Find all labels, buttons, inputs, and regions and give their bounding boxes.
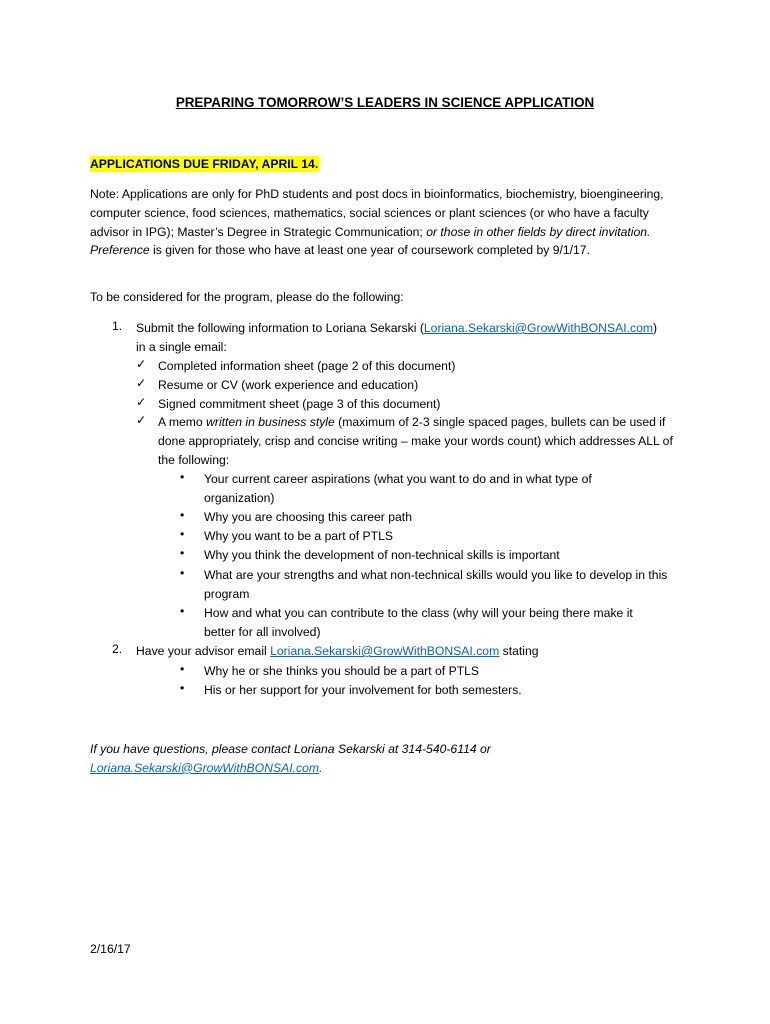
check-icon: ✓: [136, 357, 147, 371]
check-icon: ✓: [136, 376, 147, 390]
bullet-icon: •: [180, 604, 185, 618]
page-title: PREPARING TOMORROW’S LEADERS IN SCIENCE APPLICATION: [175, 95, 595, 110]
note-text-2: is given for those who have at least one year of coursework completed by 9/1/17.: [149, 243, 590, 258]
bullet-icon: •: [180, 470, 185, 484]
step-2-number: 2.: [112, 642, 123, 656]
email-link-3[interactable]: Loriana.Sekarski@GrowWithBONSAI.com: [90, 760, 319, 775]
deadline-highlight: APPLICATIONS DUE FRIDAY, APRIL 14.: [90, 157, 319, 171]
check-icon: ✓: [136, 413, 147, 427]
step-1-number: 1.: [112, 319, 123, 333]
note-italic: or those in other fields by direct invitation. Preference: [90, 224, 651, 258]
note-text-1: Note: Applications are only for PhD students and post docs in bioinformatics, biochemistry, bioengineering, computer science, food sciences, mathematics, social sciences or plant sciences (or who have a faculty advisor in IPG); Master’s Degree in Strategic Communication;: [90, 187, 664, 239]
step-1-line2: in a single email:: [136, 340, 227, 354]
email-link-2[interactable]: Loriana.Sekarski@GrowWithBONSAI.com: [270, 644, 500, 658]
check-icon: ✓: [136, 395, 147, 409]
document-date: 2/16/17: [90, 942, 131, 956]
note-paragraph: [90, 185, 690, 260]
document-page: PREPARING TOMORROW’S LEADERS IN SCIENCE APPLICATION APPLICATIONS DUE FRIDAY, APRIL 14. Note: Applications are only for PhD students and post docs in bioinformatics, biochemistry, bioengineering, computer science, food sciences, mathematics, social sciences or plant sciences (or who have a faculty advisor in IPG); Master’s Degree in Strategic Communication; or those in other fields by direct invitation. Preference is given for those who have at least one year of coursework completed by 9/1/17. To be considered for the program, please do the following: 1. Submit the following information to Loriana Sekarski (Loriana.Sekarski@GrowWithBONSAI.com) in a single email: ✓ Completed information sheet (page 2 of this document) ✓ Resume or CV (work experience and education) ✓ Signed commitment sheet (page 3 of this document) ✓ A memo written in business style (maximum of 2-3 single spaced pages, bullets can be used if done appropriately, crisp and concise writing – make your words count) which addresses ALL of the following: • Your current career aspirations (what you want to do and in what type of organization) • Why you are choosing this career path • Why you want to be a part of PTLS • Why you think the development of non-technical skills is important • What are your strengths and what non-technical skills would you like to develop in this program • How and what you can contribute to the class (why will your being there make it better for all involved) 2. Have your advisor email Loriana.Sekarski@GrowWithBONSAI.com stating • Why he or she thinks you should be a part of PTLS • His or her support for your involvement for both semesters. If you have questions, please contact Loriana Sekarski at 314-540-6114 or Loriana.Sekarski@GrowWithBONSAI.com. 2/16/17: [0, 0, 770, 1024]
bullet-icon: •: [180, 681, 185, 695]
step-2-text: Have your advisor email Loriana.Sekarski@GrowWithBONSAI.com stating: [136, 644, 539, 658]
bullet-icon: •: [180, 508, 185, 522]
bullet-icon: •: [180, 566, 185, 580]
bullet-icon: •: [180, 662, 185, 676]
email-link-1[interactable]: Loriana.Sekarski@GrowWithBONSAI.com: [423, 321, 654, 335]
bullet-icon: •: [180, 546, 185, 560]
step-1-text: Submit the following information to Loriana Sekarski (Loriana.Sekarski@GrowWithBONSAI.com): [136, 321, 658, 335]
questions-text: If you have questions, please contact Loriana Sekarski at 314-540-6114 or: [90, 742, 491, 756]
bullet-icon: •: [180, 527, 185, 541]
questions-paragraph: If you have questions, please contact Loriana Sekarski at 314-540-6114 or Loriana.Sekarski@GrowWithBONSAI.com.: [90, 742, 491, 775]
intro-text: To be considered for the program, please do the following:: [90, 290, 404, 304]
